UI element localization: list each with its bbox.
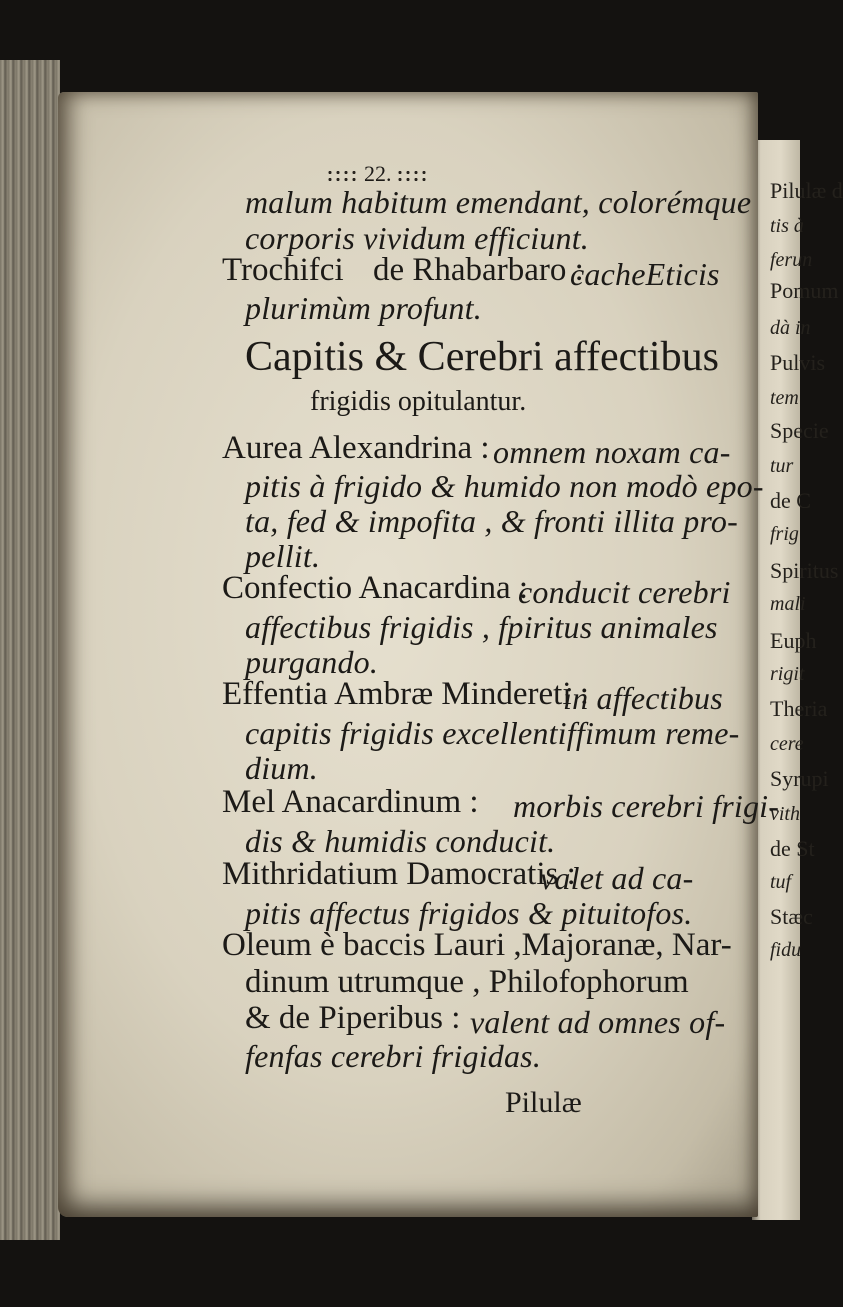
adjacent-fragment: fidu (770, 939, 802, 961)
text-line-aurea-4: pellit. (245, 538, 321, 574)
entry-essentia-text: in affectibus (563, 680, 723, 716)
entry-mithridatium-text: valet ad ca- (540, 860, 694, 896)
adjacent-fragment: mali (770, 593, 806, 615)
entry-confectio-text: conducit cerebri (518, 574, 731, 610)
adjacent-fragment: de C (770, 488, 811, 513)
entry-trochisci-text: cacheEticis (570, 256, 720, 292)
adjacent-fragment: frig (770, 523, 799, 545)
entry-confectio-anacardina: Confectio Anacardina : (222, 570, 529, 606)
adjacent-fragment: tis à (770, 215, 804, 237)
adjacent-fragment: Euph (770, 628, 817, 653)
section-title: Capitis & Cerebri affectibus (245, 334, 719, 380)
text-line-oleum-3a: & de Piperibus : (245, 1000, 461, 1036)
text-line-mithridatium-2: pitis affectus frigidos & pituitofos. (245, 895, 693, 931)
entry-trochisci: Trochifci (222, 252, 344, 288)
text-line-confectio-3: purgando. (245, 644, 379, 680)
text-line-essentia-2: capitis frigidis excellentiffimum reme- (245, 715, 740, 751)
adjacent-fragment: Pomum (770, 278, 839, 303)
entry-mel-text: morbis cerebri frigi- (513, 788, 780, 824)
text-line-aurea-2: pitis à frigido & humido non modò epo- (245, 468, 764, 504)
adjacent-fragment: Specie (770, 418, 829, 443)
adjacent-fragment: dà in (770, 317, 811, 339)
adjacent-fragment: tem (770, 387, 799, 409)
adjacent-fragment: cere (770, 733, 804, 755)
adjacent-fragment: tur (770, 455, 794, 477)
left-page-edge (0, 60, 60, 1240)
entry-oleum: Oleum è baccis Lauri ,Majoranæ, Nar- (222, 927, 732, 963)
adjacent-fragment: ferun (770, 249, 813, 271)
ornament-left-icon (326, 169, 360, 183)
entry-trochisci-rhabarbaro: de Rhabarbaro : (373, 252, 584, 288)
section-subtitle: frigidis opitulantur. (310, 386, 527, 417)
text-line-mel-2: dis & humidis conducit. (245, 823, 556, 859)
adjacent-fragment: de St (770, 836, 815, 861)
page-number: 22. (364, 161, 392, 186)
page-number-line (322, 163, 434, 185)
entry-essentia-ambrae: Effentia Ambræ Mindereti : (222, 676, 589, 712)
entry-mithridatium: Mithridatium Damocratis : (222, 856, 576, 892)
text-line-oleum-4: fenfas cerebri frigidas. (245, 1038, 542, 1074)
text-line-1: malum habitum emendant, colorémque (245, 184, 752, 220)
adjacent-fragment: Stæc (770, 904, 813, 929)
text-line-aurea-3: ta, fed & impofita , & fronti illita pro- (245, 503, 738, 539)
entry-aurea-text: omnem noxam ca- (493, 434, 731, 470)
adjacent-fragment: Theria (770, 696, 828, 721)
ornament-right-icon (396, 169, 430, 183)
text-line-4: plurimùm profunt. (245, 290, 482, 326)
adjacent-fragment: Pilulæ d (770, 178, 843, 203)
text-line-confectio-2: affectibus frigidis , fpiritus animales (245, 609, 718, 645)
text-line-essentia-3: dium. (245, 750, 318, 786)
adjacent-fragment: rigit (770, 663, 805, 685)
catchword: Pilulæ (505, 1086, 582, 1119)
adjacent-fragment: Spiritus (770, 558, 839, 583)
text-line-2: corporis vividum efficiunt. (245, 220, 590, 256)
adjacent-fragment: tuf (770, 871, 792, 893)
text-line-oleum-3b: valent ad omnes of- (470, 1004, 726, 1040)
text-line-oleum-2: dinum utrumque , Philofophorum (245, 964, 689, 1000)
entry-aurea-alexandrina: Aurea Alexandrina : (222, 430, 490, 466)
entry-mel-anacardinum: Mel Anacardinum : (222, 784, 479, 820)
adjacent-fragment: Syrupi (770, 766, 829, 791)
adjacent-fragment: vith (770, 803, 800, 825)
adjacent-fragment: Pulvis (770, 350, 826, 375)
